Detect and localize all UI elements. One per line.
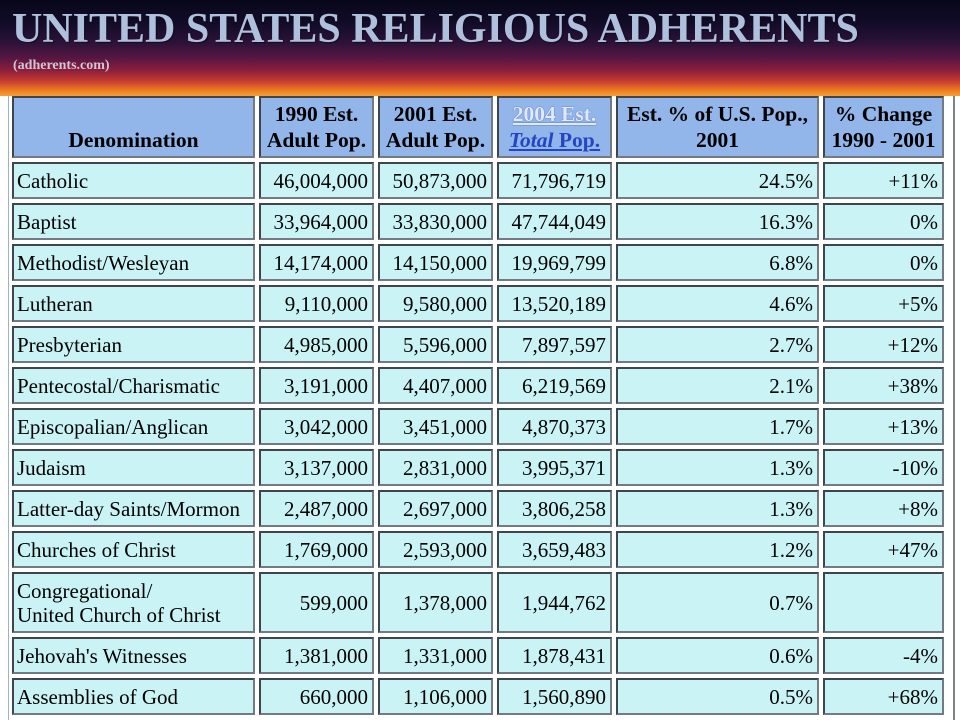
table-row xyxy=(12,408,944,445)
pop-1990-cell: 2,487,000 xyxy=(259,490,374,527)
header-est-pct-us-pop-2001 xyxy=(616,96,819,158)
pop-2001-cell: 1,331,000 xyxy=(378,637,493,674)
header-row xyxy=(12,96,944,158)
pct-change-cell: +8% xyxy=(823,490,944,527)
pop-2004-cell: 1,878,431 xyxy=(497,637,612,674)
pop-1990-cell: 1,381,000 xyxy=(259,637,374,674)
pop-2004-cell: 6,219,569 xyxy=(497,367,612,404)
pop-2004-cell: 7,897,597 xyxy=(497,326,612,363)
header-line: Adult Pop. xyxy=(385,128,486,152)
table-row xyxy=(12,531,944,568)
window-edge xyxy=(953,92,955,720)
header-line xyxy=(501,127,608,153)
denomination-cell: Jehovah's Witnesses xyxy=(12,637,255,674)
header-1990-est-adult-pop xyxy=(259,96,374,158)
pct-pop-2001-cell: 1.3% xyxy=(616,449,819,486)
pop-1990-cell: 3,042,000 xyxy=(259,408,374,445)
denomination-cell: Baptist xyxy=(12,203,255,240)
denomination-cell: Pentecostal/Charismatic xyxy=(12,367,255,404)
header-emphasis: Total xyxy=(508,128,554,152)
pop-1990-cell: 33,964,000 xyxy=(259,203,374,240)
pct-change-cell: +12% xyxy=(823,326,944,363)
header-text: Pop. xyxy=(558,128,601,152)
header-line: 2001 xyxy=(696,128,739,152)
pop-2001-cell: 2,593,000 xyxy=(378,531,493,568)
pop-1990-cell: 660,000 xyxy=(259,678,374,715)
header-2001-est-adult-pop xyxy=(378,96,493,158)
table-row xyxy=(12,637,944,674)
pop-2001-cell: 33,830,000 xyxy=(378,203,493,240)
header-line: 2004 Est. xyxy=(512,102,597,126)
pop-2004-cell: 47,744,049 xyxy=(497,203,612,240)
header-line: Adult Pop. xyxy=(266,128,367,152)
denomination-cell: Judaism xyxy=(12,449,255,486)
pct-change-cell: +47% xyxy=(823,531,944,568)
pop-2004-cell: 19,969,799 xyxy=(497,244,612,281)
header-line: % Change xyxy=(834,102,933,126)
denomination-cell: Methodist/Wesleyan xyxy=(12,244,255,281)
table-sheet xyxy=(0,92,960,720)
pct-change-cell: +11% xyxy=(823,162,944,199)
table-row xyxy=(12,449,944,486)
denomination-cell: Congregational/ United Church of Christ xyxy=(12,572,255,633)
pct-pop-2001-cell: 2.1% xyxy=(616,367,819,404)
pop-2001-cell: 14,150,000 xyxy=(378,244,493,281)
header-line: 1990 Est. xyxy=(274,102,359,126)
pct-change-cell: +13% xyxy=(823,408,944,445)
pct-pop-2001-cell: 0.7% xyxy=(616,572,819,633)
pop-2001-cell: 5,596,000 xyxy=(378,326,493,363)
pct-change-cell: +38% xyxy=(823,367,944,404)
pct-change-cell: -10% xyxy=(823,449,944,486)
pop-1990-cell: 599,000 xyxy=(259,572,374,633)
pct-pop-2001-cell: 0.6% xyxy=(616,637,819,674)
denomination-cell: Catholic xyxy=(12,162,255,199)
pct-pop-2001-cell: 0.5% xyxy=(616,678,819,715)
pop-1990-cell: 4,985,000 xyxy=(259,326,374,363)
pop-2004-cell: 13,520,189 xyxy=(497,285,612,322)
pop-2001-cell: 1,378,000 xyxy=(378,572,493,633)
table-row xyxy=(12,326,944,363)
pop-2004-cell: 3,995,371 xyxy=(497,449,612,486)
table-row xyxy=(12,678,944,715)
header-line: Est. % of U.S. Pop., xyxy=(627,102,808,126)
pop-2004-cell: 3,659,483 xyxy=(497,531,612,568)
pct-pop-2001-cell: 1.7% xyxy=(616,408,819,445)
table-row xyxy=(12,367,944,404)
adherents-table xyxy=(8,92,948,719)
pct-change-cell: 0% xyxy=(823,244,944,281)
denomination-cell: Churches of Christ xyxy=(12,531,255,568)
slide-source: (adherents.com) xyxy=(13,58,110,73)
pct-pop-2001-cell: 1.3% xyxy=(616,490,819,527)
pop-2001-cell: 50,873,000 xyxy=(378,162,493,199)
header-line: 1990 - 2001 xyxy=(831,128,936,152)
pct-pop-2001-cell: 1.2% xyxy=(616,531,819,568)
slide-title: UNITED STATES RELIGIOUS ADHERENTS xyxy=(12,6,859,52)
pop-2004-cell: 71,796,719 xyxy=(497,162,612,199)
denomination-cell: Episcopalian/Anglican xyxy=(12,408,255,445)
header-denomination: Denomination xyxy=(12,96,255,158)
pop-1990-cell: 14,174,000 xyxy=(259,244,374,281)
pct-change-cell: 0% xyxy=(823,203,944,240)
pct-pop-2001-cell: 16.3% xyxy=(616,203,819,240)
pop-2004-cell: 4,870,373 xyxy=(497,408,612,445)
table-row xyxy=(12,490,944,527)
link-2004-est-total-pop[interactable] xyxy=(501,101,608,153)
pct-change-cell: +5% xyxy=(823,285,944,322)
pop-1990-cell: 9,110,000 xyxy=(259,285,374,322)
pct-pop-2001-cell: 4.6% xyxy=(616,285,819,322)
title-band xyxy=(0,0,960,96)
pct-change-cell: -4% xyxy=(823,637,944,674)
pct-pop-2001-cell: 2.7% xyxy=(616,326,819,363)
table-row xyxy=(12,285,944,322)
pop-2001-cell: 4,407,000 xyxy=(378,367,493,404)
pop-2001-cell: 2,831,000 xyxy=(378,449,493,486)
pop-1990-cell: 3,191,000 xyxy=(259,367,374,404)
denomination-cell: Assemblies of God xyxy=(12,678,255,715)
pct-change-cell xyxy=(823,572,944,633)
pop-2004-cell: 3,806,258 xyxy=(497,490,612,527)
pct-change-cell: +68% xyxy=(823,678,944,715)
pop-1990-cell: 3,137,000 xyxy=(259,449,374,486)
header-pct-change-1990-2001 xyxy=(823,96,944,158)
table-row xyxy=(12,203,944,240)
table-row xyxy=(12,572,944,633)
header-2004-est-total-pop xyxy=(497,96,612,158)
pop-2004-cell: 1,944,762 xyxy=(497,572,612,633)
denomination-cell: Lutheran xyxy=(12,285,255,322)
table-row xyxy=(12,162,944,199)
pct-pop-2001-cell: 6.8% xyxy=(616,244,819,281)
pct-pop-2001-cell: 24.5% xyxy=(616,162,819,199)
header-line: 2001 Est. xyxy=(393,102,478,126)
table-row xyxy=(12,244,944,281)
denomination-cell: Presbyterian xyxy=(12,326,255,363)
pop-2004-cell: 1,560,890 xyxy=(497,678,612,715)
pop-2001-cell: 1,106,000 xyxy=(378,678,493,715)
denomination-cell: Latter-day Saints/Mormon xyxy=(12,490,255,527)
pop-2001-cell: 2,697,000 xyxy=(378,490,493,527)
pop-2001-cell: 3,451,000 xyxy=(378,408,493,445)
pop-1990-cell: 1,769,000 xyxy=(259,531,374,568)
pop-1990-cell: 46,004,000 xyxy=(259,162,374,199)
pop-2001-cell: 9,580,000 xyxy=(378,285,493,322)
